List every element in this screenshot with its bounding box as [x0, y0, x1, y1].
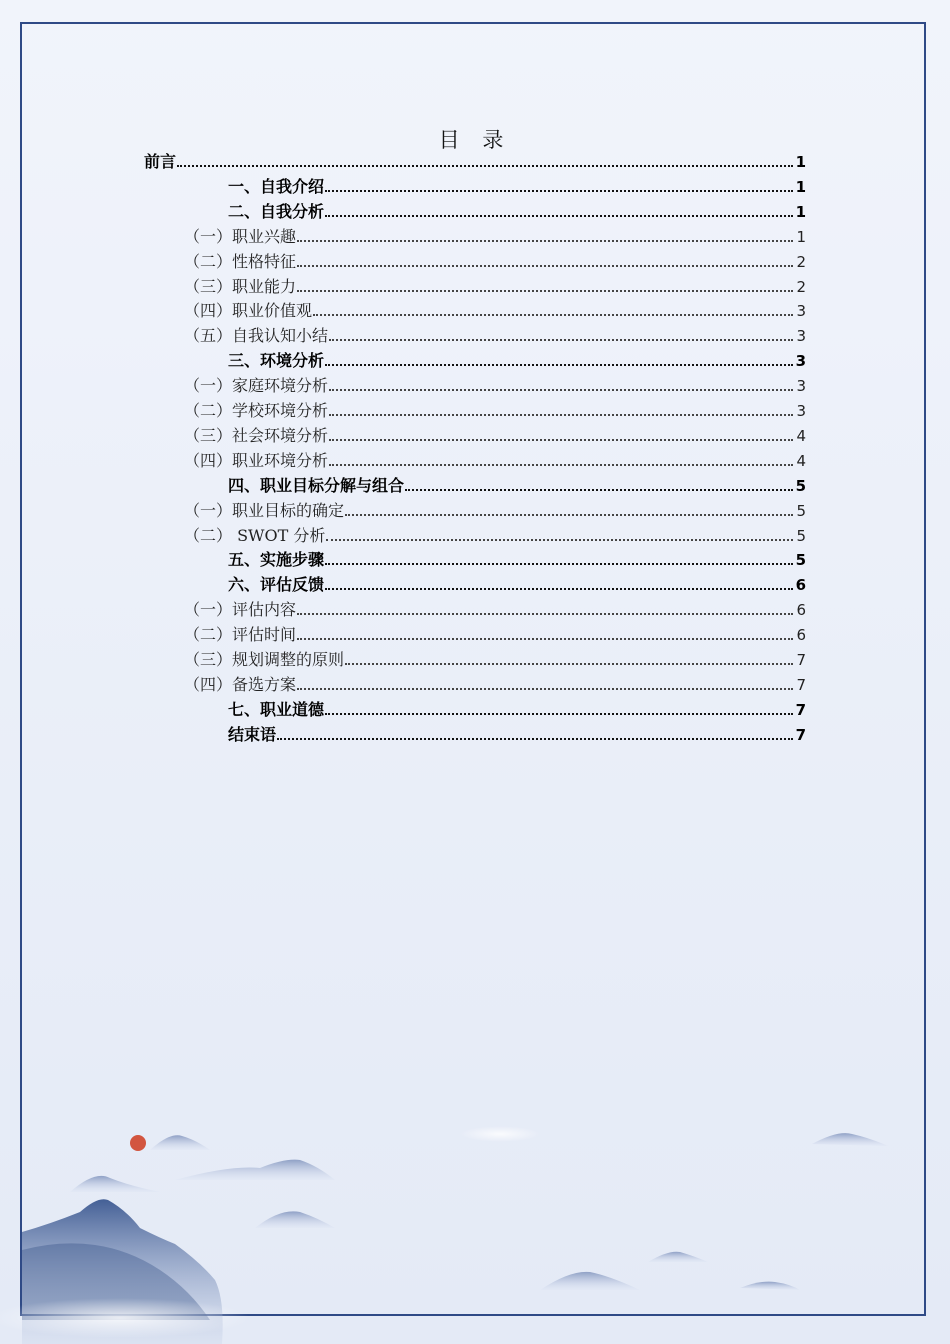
- toc-entry-page-number: 7: [796, 651, 806, 669]
- toc-dot-leader: [325, 215, 793, 217]
- toc-entry[interactable]: [184, 399, 806, 421]
- toc-entry[interactable]: [228, 548, 806, 570]
- toc-entry-page-number: 1: [796, 228, 806, 246]
- red-sun-icon: [130, 1135, 146, 1151]
- toc-entry[interactable]: [144, 150, 806, 172]
- toc-entry-page-number: 3: [796, 327, 806, 345]
- toc-entry-label: （三）规划调整的原则: [184, 650, 345, 669]
- toc-entry-label: （三）职业能力: [184, 277, 297, 296]
- toc-entry-label: （二）学校环境分析: [184, 401, 329, 420]
- toc-dot-leader: [345, 663, 793, 665]
- toc-dot-leader: [297, 688, 793, 690]
- toc-entry-label: （一）职业兴趣: [184, 227, 297, 246]
- toc-dot-leader: [297, 265, 793, 267]
- toc-entry-label: 结束语: [228, 725, 277, 744]
- toc-entry[interactable]: [228, 573, 806, 595]
- toc-entry-label: 二、自我分析: [228, 202, 325, 221]
- toc-entry-page-number: 3: [795, 352, 806, 370]
- toc-entry-label: （一）职业目标的确定: [184, 501, 345, 520]
- toc-entry-label: （二）评估时间: [184, 625, 297, 644]
- toc-dot-leader: [329, 389, 793, 391]
- toc-entry-label: 前言: [144, 152, 177, 171]
- toc-entry-label: （一）家庭环境分析: [184, 376, 329, 395]
- toc-entry[interactable]: [184, 623, 806, 645]
- toc-dot-leader: [325, 563, 793, 565]
- toc-dot-leader: [329, 439, 793, 441]
- toc-entry[interactable]: [228, 349, 806, 371]
- toc-dot-leader: [297, 240, 793, 242]
- toc-entry[interactable]: [184, 424, 806, 446]
- toc-entry[interactable]: [228, 698, 806, 720]
- toc-entry[interactable]: [184, 648, 806, 670]
- toc-entry-label: （一）评估内容: [184, 600, 297, 619]
- toc-entry[interactable]: [184, 374, 806, 396]
- toc-entry-page-number: 1: [795, 178, 806, 196]
- ink-mountain-illustration: [0, 1000, 950, 1344]
- toc-dot-leader: [329, 339, 793, 341]
- toc-entry[interactable]: [228, 474, 806, 496]
- toc-entry-page-number: 5: [796, 502, 806, 520]
- toc-entry[interactable]: [184, 499, 806, 521]
- toc-entry[interactable]: [184, 299, 806, 321]
- toc-dot-leader: [345, 514, 793, 516]
- toc-dot-leader: [329, 464, 793, 466]
- toc-entry-page-number: 4: [796, 452, 806, 470]
- toc-entry-page-number: 7: [795, 726, 806, 744]
- toc-entry-page-number: 5: [795, 477, 806, 495]
- toc-entry[interactable]: [184, 598, 806, 620]
- toc-entry-page-number: 1: [795, 203, 806, 221]
- toc-dot-leader: [297, 290, 793, 292]
- toc-entry-label: （四）职业价值观: [184, 301, 313, 320]
- toc-title: 目 录: [438, 128, 512, 152]
- toc-entry-page-number: 7: [795, 701, 806, 719]
- table-of-contents: [0, 150, 950, 750]
- toc-entry[interactable]: [228, 200, 806, 222]
- toc-entry[interactable]: [228, 175, 806, 197]
- toc-dot-leader: [277, 738, 793, 740]
- toc-entry-label: （二）性格特征: [184, 252, 297, 271]
- toc-dot-leader: [177, 165, 793, 167]
- toc-entry-page-number: 6: [796, 601, 806, 619]
- toc-entry-page-number: 2: [796, 278, 806, 296]
- toc-entry-page-number: 3: [796, 377, 806, 395]
- toc-entry-page-number: 5: [795, 551, 806, 569]
- toc-entry-page-number: 7: [796, 676, 806, 694]
- toc-entry-label: 四、职业目标分解与组合: [228, 476, 405, 495]
- toc-entry-label: 三、环境分析: [228, 351, 325, 370]
- toc-entry-label: 六、评估反馈: [228, 575, 325, 594]
- toc-entry-label: （二） SWOT 分析: [184, 526, 326, 545]
- toc-dot-leader: [325, 713, 793, 715]
- toc-entry-label: （三）社会环境分析: [184, 426, 329, 445]
- toc-entry-label: （四）职业环境分析: [184, 451, 329, 470]
- toc-dot-leader: [297, 613, 793, 615]
- toc-entry-page-number: 4: [796, 427, 806, 445]
- toc-entry[interactable]: [184, 524, 806, 546]
- toc-entry-page-number: 6: [796, 626, 806, 644]
- toc-entry-label: 五、实施步骤: [228, 550, 325, 569]
- toc-dot-leader: [325, 588, 793, 590]
- toc-entry-page-number: 3: [796, 402, 806, 420]
- toc-entry-page-number: 5: [796, 527, 806, 545]
- toc-dot-leader: [329, 414, 793, 416]
- toc-dot-leader: [326, 539, 793, 541]
- toc-dot-leader: [405, 489, 793, 491]
- toc-dot-leader: [297, 638, 793, 640]
- toc-dot-leader: [325, 190, 793, 192]
- toc-entry[interactable]: [184, 225, 806, 247]
- toc-entry[interactable]: [228, 723, 806, 745]
- toc-entry[interactable]: [184, 673, 806, 695]
- toc-entry-label: （四）备选方案: [184, 675, 297, 694]
- toc-entry-page-number: 2: [796, 253, 806, 271]
- toc-entry[interactable]: [184, 449, 806, 471]
- toc-entry-page-number: 1: [795, 153, 806, 171]
- toc-entry-label: 一、自我介绍: [228, 177, 325, 196]
- toc-entry-label: 七、职业道德: [228, 700, 325, 719]
- toc-entry-label: （五）自我认知小结: [184, 326, 329, 345]
- toc-entry-page-number: 6: [795, 576, 806, 594]
- toc-entry[interactable]: [184, 250, 806, 272]
- toc-dot-leader: [313, 314, 793, 316]
- toc-entry-page-number: 3: [796, 302, 806, 320]
- toc-entry[interactable]: [184, 275, 806, 297]
- toc-entry[interactable]: [184, 324, 806, 346]
- toc-dot-leader: [325, 364, 793, 366]
